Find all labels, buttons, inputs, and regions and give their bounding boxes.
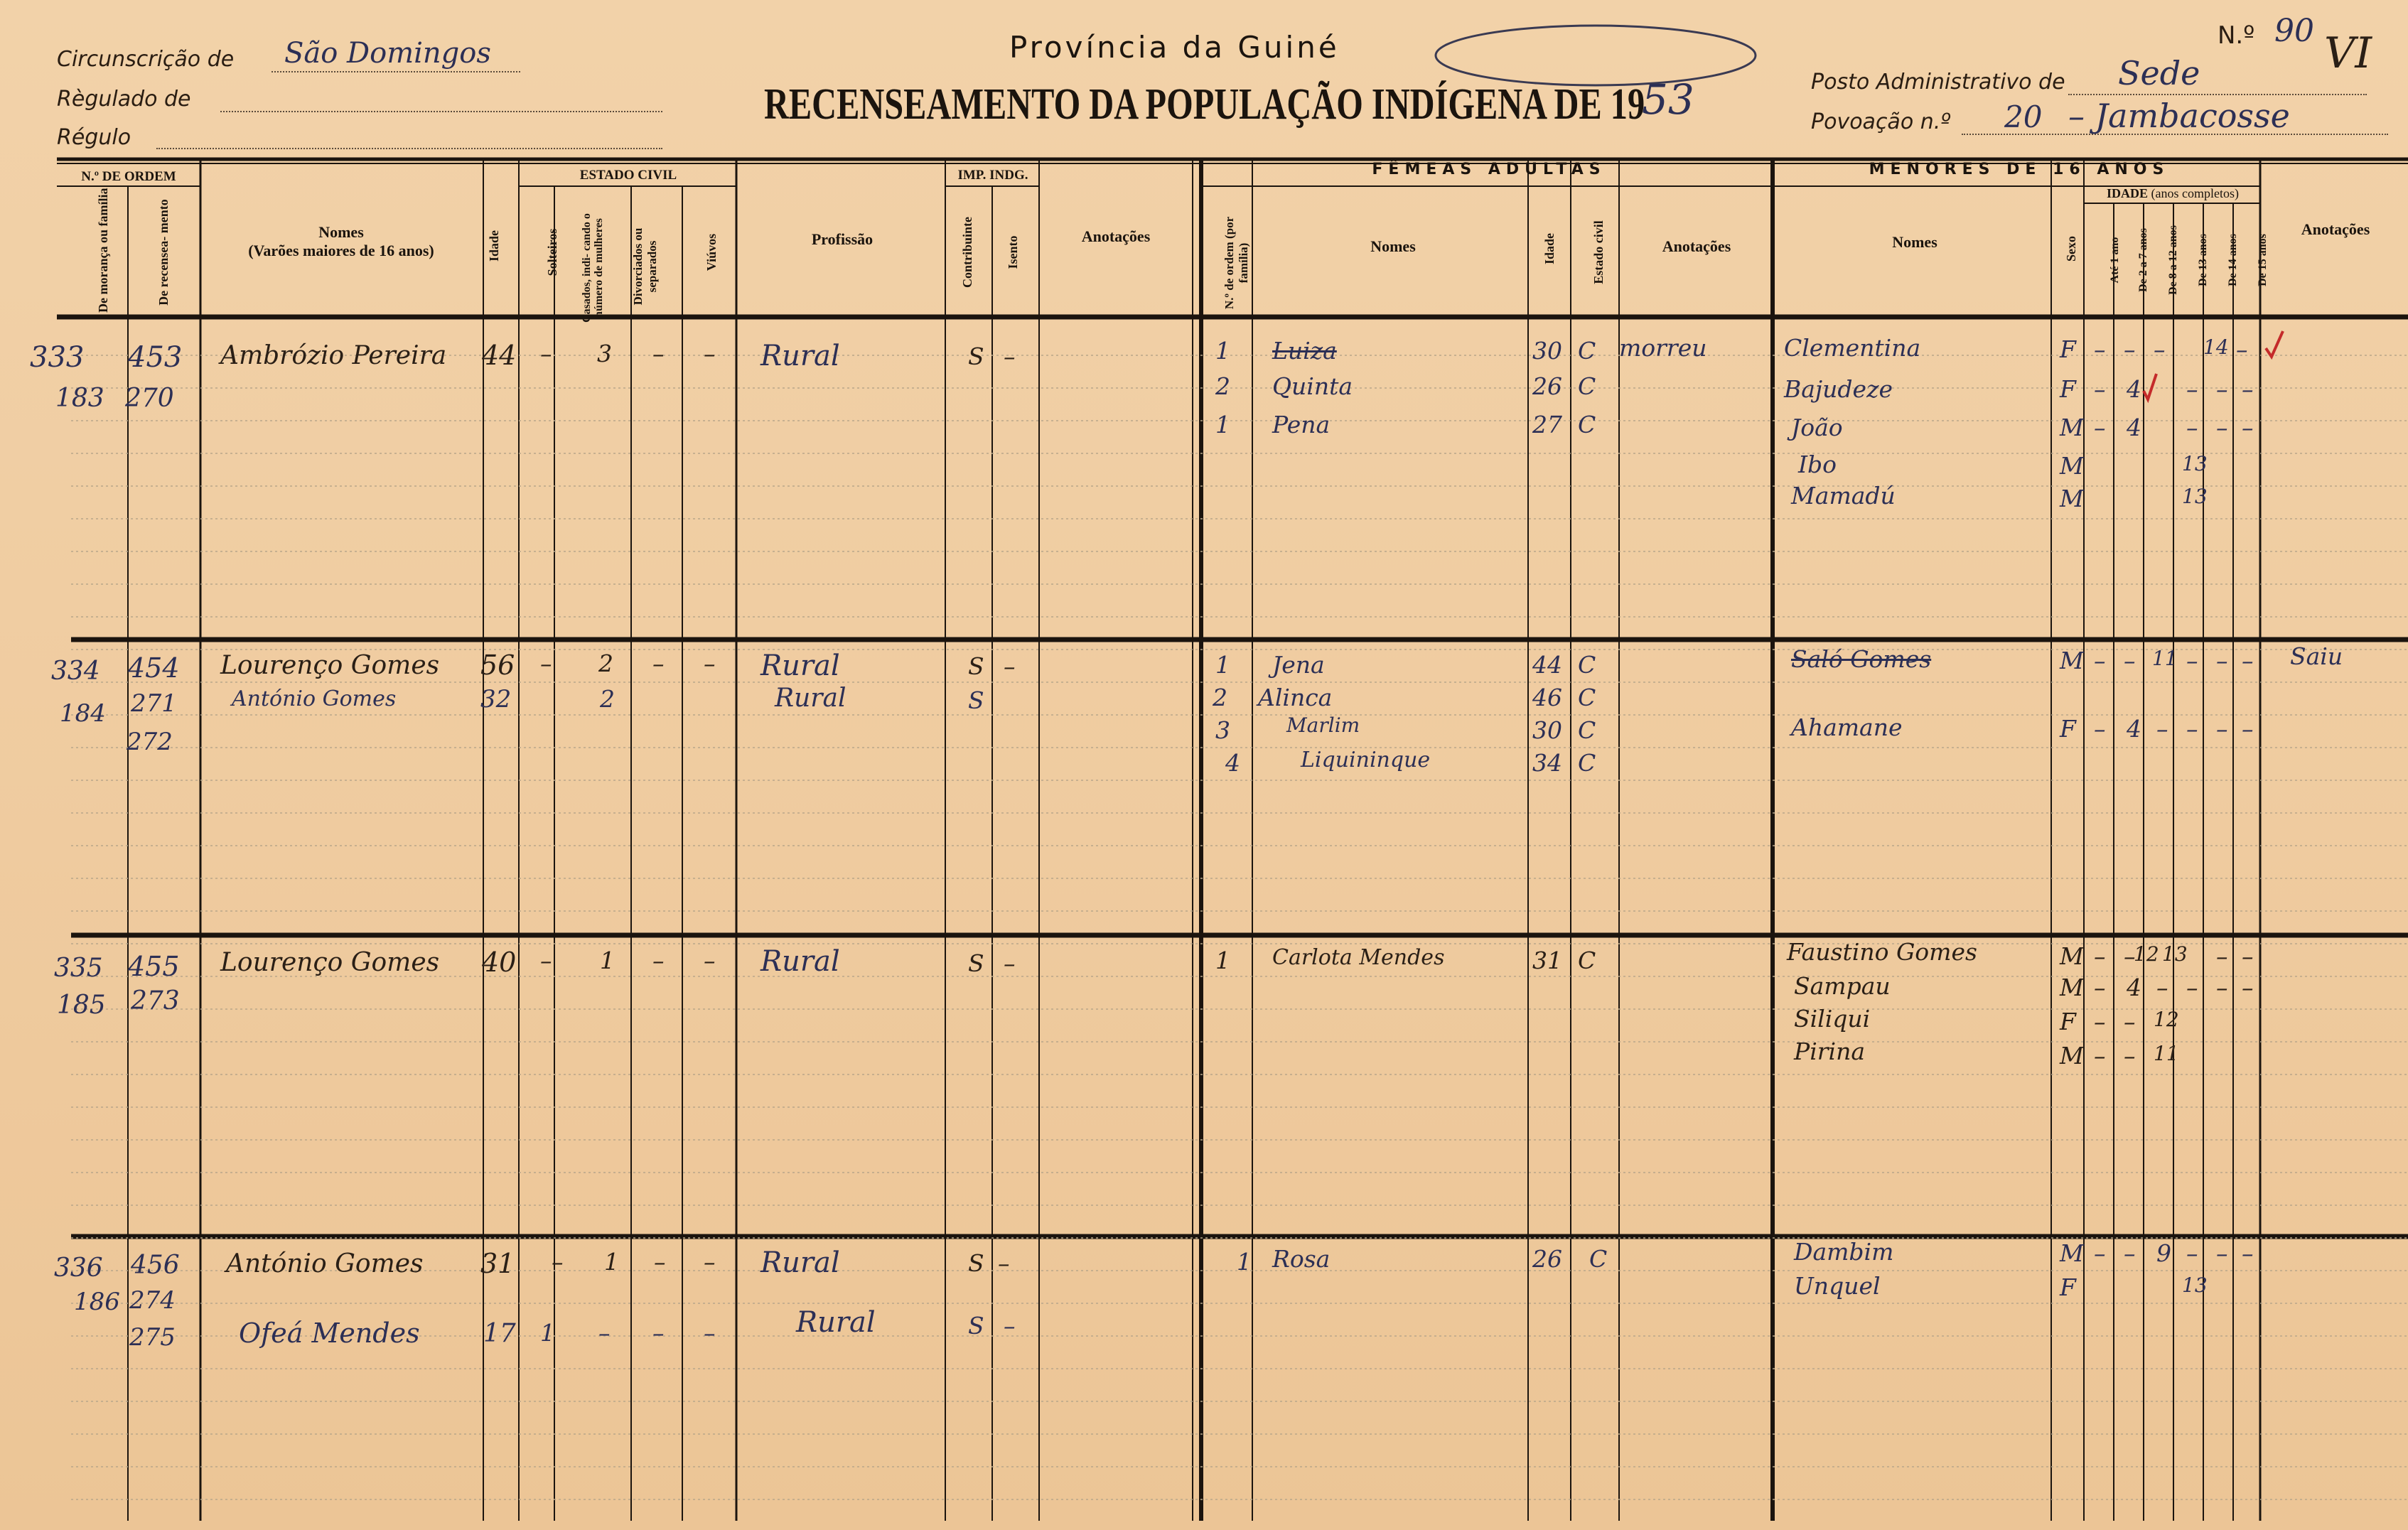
- posto-value: Sede: [2118, 54, 2200, 92]
- minor-15: –: [2242, 974, 2254, 1001]
- man-casados: 3: [597, 340, 612, 367]
- man-profissao: Rural: [760, 340, 840, 372]
- minor-name: Ibo: [1798, 451, 1837, 478]
- minor-15: –: [2242, 414, 2254, 441]
- numero-label: N.º: [2218, 21, 2255, 50]
- woman-ordem: 4: [1225, 749, 1240, 777]
- minor-13: –: [2186, 974, 2198, 1001]
- minor-13: 13: [2182, 452, 2208, 475]
- man-profissao: Rural: [775, 684, 846, 713]
- col-morança: De morança ou família: [96, 188, 110, 313]
- man-age: 56: [480, 650, 515, 681]
- morança-number: 183: [55, 384, 104, 413]
- woman-age: 30: [1532, 716, 1562, 744]
- minor-15: –: [2242, 715, 2254, 743]
- minor-2a7: 4: [2127, 375, 2141, 403]
- woman-ordem: 1: [1237, 1248, 1252, 1276]
- col-de8a12: De 8 a 12 anos: [2167, 225, 2179, 295]
- minor-sexo: F: [2060, 375, 2076, 403]
- minor-sexo: M: [2060, 1239, 2084, 1267]
- minor-ate1: –: [2094, 375, 2106, 403]
- minor-2a7: 4: [2127, 414, 2141, 441]
- woman-name: Rosa: [1272, 1245, 1331, 1273]
- man-name: Lourenço Gomes: [220, 651, 440, 680]
- minor-name: Dambim: [1794, 1238, 1894, 1266]
- minor-name: Pirina: [1794, 1038, 1866, 1065]
- col-group-imp: IMP. INDG.: [957, 168, 1028, 183]
- minor-13: –: [2186, 375, 2198, 403]
- minor-name: João: [1791, 414, 1843, 441]
- recenseamento-number: 456: [131, 1251, 180, 1280]
- minor-8a12: 11: [2152, 647, 2178, 670]
- minor-name: Sampau: [1794, 972, 1891, 1000]
- man-age: 44: [482, 340, 517, 371]
- minor-name: Bajudeze: [1784, 375, 1893, 403]
- minor-8a12: 9: [2156, 1239, 2171, 1267]
- minor-sexo: M: [2060, 647, 2084, 674]
- man-divorciados: –: [652, 1319, 665, 1347]
- woman-estado: C: [1578, 337, 1596, 365]
- posto-label: Posto Administrativo de: [1811, 70, 2065, 95]
- woman-age: 27: [1532, 411, 1562, 438]
- minor-14: –: [2216, 974, 2228, 1001]
- minor-sexo: F: [2060, 335, 2076, 363]
- morança-number: 185: [57, 991, 106, 1020]
- man-isento: –: [998, 1249, 1010, 1277]
- man-divorciados: –: [652, 650, 665, 677]
- minor-15: –: [2242, 1239, 2254, 1267]
- woman-name: Pena: [1272, 411, 1331, 438]
- minor-2a7: –: [2124, 942, 2136, 970]
- woman-estado: C: [1578, 716, 1596, 744]
- col-f-estado-civil: Estado civil: [1591, 220, 1606, 284]
- col-profissao: Profissão: [811, 230, 874, 248]
- woman-name: Marlim: [1286, 713, 1360, 737]
- circunscricao-label: Circunscrição de: [57, 47, 235, 72]
- minor-14: –: [2216, 375, 2228, 403]
- minor-13: –: [2186, 715, 2198, 743]
- minor-8a12: –: [2156, 974, 2168, 1001]
- minor-13: –: [2186, 1239, 2198, 1267]
- minor-sexo: M: [2060, 414, 2084, 441]
- minor-sexo: M: [2060, 452, 2084, 480]
- col-group-femeas: FÊMEAS ADULTAS: [1372, 161, 1606, 178]
- col-ordem-familia: N.º de ordem (por família): [1222, 216, 1250, 310]
- col-isento: Isento: [1006, 235, 1020, 269]
- recenseamento-number: 453: [128, 341, 183, 374]
- woman-name: Carlota Mendes: [1272, 945, 1445, 970]
- woman-ordem: 1: [1215, 337, 1230, 365]
- man-name: Ambrózio Pereira: [220, 341, 447, 370]
- col-group-idade-label: IDADE: [2107, 186, 2149, 200]
- man-contribuinte: S: [968, 686, 984, 714]
- minor-ate1: –: [2094, 1239, 2106, 1267]
- recenseamento-number: 274: [129, 1286, 176, 1315]
- minor-14: –: [2216, 715, 2228, 743]
- minor-sexo: F: [2060, 1273, 2076, 1301]
- col-divorciados: Divorciados ou separados: [631, 227, 659, 306]
- minor-8a12: 12: [2154, 1008, 2179, 1031]
- man-isento: –: [1004, 1312, 1016, 1340]
- minor-sexo: M: [2060, 485, 2084, 512]
- col-contribuinte: Contribuinte: [960, 217, 974, 289]
- minor-2a7: –: [2124, 1008, 2136, 1035]
- man-isento: –: [1004, 652, 1016, 680]
- woman-age: 26: [1532, 372, 1562, 400]
- man-profissao: Rural: [760, 650, 840, 682]
- woman-ordem: 2: [1213, 684, 1227, 711]
- man-age: 40: [482, 947, 517, 978]
- col-sexo: Sexo: [2064, 236, 2078, 262]
- man-divorciados: –: [652, 340, 665, 367]
- woman-age: 46: [1532, 684, 1562, 711]
- minor-15: –: [2242, 375, 2254, 403]
- woman-anotacao: morreu: [1619, 334, 1707, 362]
- minor-13: –: [2186, 414, 2198, 441]
- man-viuvos: –: [704, 650, 716, 677]
- minor-name: Mamadú: [1791, 482, 1896, 510]
- woman-ordem: 1: [1215, 651, 1230, 679]
- woman-age: 44: [1532, 651, 1562, 679]
- col-idade: Idade: [487, 230, 501, 262]
- minor-sexo: F: [2060, 715, 2076, 743]
- recenseamento-number: 273: [131, 986, 180, 1015]
- minor-ate1: –: [2094, 335, 2106, 363]
- woman-name: Jena: [1272, 651, 1325, 679]
- woman-age: 30: [1532, 337, 1562, 365]
- woman-estado: C: [1589, 1245, 1608, 1273]
- minor-ate1: –: [2094, 715, 2106, 743]
- woman-name: Quinta: [1272, 372, 1353, 400]
- col-de2a7: De 2 a 7 anos: [2137, 228, 2149, 292]
- morança-number: 184: [60, 699, 106, 728]
- woman-ordem: 3: [1215, 716, 1230, 744]
- woman-name: Liquininque: [1301, 748, 1431, 772]
- recenseamento-number: 271: [131, 689, 177, 718]
- man-contribuinte: S: [968, 343, 984, 370]
- woman-ordem: 1: [1215, 411, 1230, 438]
- minor-13: 13: [2182, 1273, 2208, 1297]
- col-group-idade: [2085, 186, 2260, 201]
- man-age: 17: [483, 1319, 516, 1348]
- man-divorciados: –: [654, 1248, 666, 1276]
- man-casados: –: [598, 1319, 611, 1347]
- woman-name: Luiza: [1272, 337, 1337, 365]
- man-casados: 1: [604, 1248, 619, 1276]
- col-f-idade: Idade: [1542, 233, 1557, 265]
- minor-13: 14: [2203, 335, 2229, 359]
- woman-estado: C: [1578, 749, 1596, 777]
- man-viuvos: –: [704, 340, 716, 367]
- col-nomes-varoes-1: Nomes: [318, 223, 364, 241]
- col-recenseamento: De recensea- mento: [156, 199, 171, 306]
- woman-estado: C: [1578, 684, 1596, 711]
- minor-name: Ahamane: [1791, 713, 1903, 741]
- minor-2a7: 4: [2127, 715, 2141, 743]
- col-casados: Casados, indi- cando o número de mulheres: [581, 213, 605, 323]
- recenseamento-number: 270: [125, 384, 174, 413]
- census-year-suffix: 53: [1642, 75, 1694, 124]
- minor-8a12: –: [2154, 335, 2166, 363]
- man-solteiros: –: [540, 947, 552, 974]
- minor-ate1: –: [2094, 647, 2106, 674]
- minor-sexo: M: [2060, 974, 2084, 1001]
- col-m-anotacoes: Anotações: [2301, 220, 2370, 238]
- recenseamento-number: 272: [127, 728, 173, 756]
- man-solteiros: –: [540, 650, 552, 677]
- minor-8a12: –: [2156, 715, 2168, 743]
- col-m-nomes: Nomes: [1892, 233, 1937, 251]
- minor-name: Faustino Gomes: [1787, 938, 1977, 966]
- numero-value: 90: [2274, 13, 2314, 49]
- minor-14: –: [2216, 414, 2228, 441]
- minor-8a12: 11: [2154, 1042, 2179, 1065]
- recenseamento-number: 454: [128, 652, 180, 684]
- man-casados: 1: [600, 947, 615, 974]
- minor-8a12: 12: [2134, 942, 2159, 966]
- woman-ordem: 2: [1215, 372, 1230, 400]
- man-contribuinte: S: [968, 949, 984, 977]
- minor-2a7: –: [2124, 335, 2136, 363]
- man-solteiros: 1: [540, 1319, 555, 1347]
- col-f-nomes: Nomes: [1370, 237, 1416, 255]
- minor-13: 13: [2182, 485, 2208, 508]
- man-contribuinte: S: [968, 1249, 984, 1277]
- povoacao-label: Povoação n.º: [1811, 109, 1951, 134]
- man-profissao: Rural: [796, 1306, 876, 1339]
- morança-number: 334: [51, 657, 100, 686]
- povoacao-number: 20: [2004, 99, 2043, 134]
- minor-14: –: [2216, 1239, 2228, 1267]
- morança-number: 186: [74, 1288, 120, 1316]
- woman-estado: C: [1578, 372, 1596, 400]
- man-divorciados: –: [652, 947, 665, 974]
- man-viuvos: –: [704, 947, 716, 974]
- col-nomes-varoes-2: (Varões maiores de 16 anos): [248, 242, 434, 259]
- woman-age: 34: [1532, 749, 1562, 777]
- man-name: António Gomes: [232, 686, 397, 711]
- col-ate1: Até 1 ano: [2109, 237, 2121, 284]
- col-group-menores: MENORES DE 16 ANOS: [1869, 161, 2170, 178]
- man-viuvos: –: [704, 1319, 716, 1347]
- minor-15: –: [2242, 647, 2254, 674]
- man-casados: 2: [598, 650, 613, 677]
- minor-name: Saló Gomes: [1791, 645, 1932, 673]
- minor-ate1: –: [2094, 414, 2106, 441]
- man-profissao: Rural: [760, 945, 840, 978]
- woman-estado: C: [1578, 947, 1596, 974]
- minor-2a7: –: [2124, 1239, 2136, 1267]
- recenseamento-number: 455: [128, 951, 180, 982]
- man-casados: 2: [600, 685, 615, 713]
- minor-15: –: [2236, 335, 2248, 363]
- col-de15: De 15 anos: [2257, 234, 2269, 286]
- minor-name: Siliqui: [1794, 1005, 1871, 1033]
- man-name: Ofeá Mendes: [239, 1318, 420, 1349]
- minor-sexo: M: [2060, 942, 2084, 970]
- minor-name: Unquel: [1794, 1272, 1881, 1300]
- minor-13: –: [2186, 647, 2198, 674]
- minor-2a7: –: [2124, 1042, 2136, 1070]
- minor-sexo: F: [2060, 1008, 2076, 1035]
- minor-ate1: –: [2094, 1008, 2106, 1035]
- minor-2a7: –: [2124, 647, 2136, 674]
- minor-13: 13: [2162, 942, 2188, 966]
- man-name: Lourenço Gomes: [220, 948, 440, 977]
- man-age: 32: [480, 685, 512, 713]
- povoacao-name: – Jambacosse: [2068, 97, 2290, 135]
- col-anotacoes: Anotações: [1081, 227, 1151, 245]
- circunscricao-value: São Domingos: [284, 37, 491, 70]
- man-isento: –: [1004, 343, 1016, 370]
- minor-ate1: –: [2094, 942, 2106, 970]
- col-f-anotacoes: Anotações: [1662, 237, 1731, 255]
- minor-anotacao: Saiu: [2290, 642, 2343, 670]
- recenseamento-number: 275: [129, 1323, 176, 1352]
- morança-number: 336: [54, 1254, 103, 1283]
- woman-name: Alinca: [1258, 684, 1333, 711]
- col-solteiros: Solteiros: [545, 228, 559, 276]
- col-viuvos: Viúvos: [704, 233, 719, 271]
- minor-sexo: M: [2060, 1042, 2084, 1070]
- morança-number: 333: [30, 341, 85, 374]
- man-solteiros: –: [540, 340, 552, 367]
- man-contribuinte: S: [968, 652, 984, 680]
- minor-ate1: –: [2094, 1042, 2106, 1070]
- man-isento: –: [1004, 949, 1016, 977]
- man-name: António Gomes: [226, 1249, 424, 1278]
- red-check-mark: [2139, 370, 2161, 405]
- morança-number: 335: [54, 954, 103, 983]
- minor-ate1: –: [2094, 974, 2106, 1001]
- woman-estado: C: [1578, 411, 1596, 438]
- minor-2a7: 4: [2127, 974, 2141, 1001]
- man-viuvos: –: [704, 1248, 716, 1276]
- census-title: RECENSEAMENTO DA POPULAÇÃO INDÍGENA DE 19: [764, 80, 1645, 129]
- woman-age: 31: [1532, 947, 1562, 974]
- numero-extra: VI: [2324, 28, 2372, 78]
- man-age: 31: [480, 1248, 515, 1279]
- minor-14: –: [2216, 942, 2228, 970]
- col-group-idade-note: (anos completos): [2151, 186, 2239, 200]
- woman-age: 26: [1532, 1245, 1562, 1273]
- regulado-label: Règulado de: [57, 87, 191, 112]
- red-check-mark: [2260, 327, 2289, 362]
- regulo-label: Régulo: [57, 125, 131, 150]
- man-solteiros: –: [552, 1248, 564, 1276]
- col-group-ordem: N.º DE ORDEM: [81, 169, 176, 184]
- col-de13: De 13 anos: [2197, 234, 2209, 286]
- man-profissao: Rural: [760, 1246, 840, 1279]
- provincia-heading: Província da Guiné: [1009, 30, 1340, 65]
- man-contribuinte: S: [968, 1312, 984, 1340]
- minor-15: –: [2242, 942, 2254, 970]
- woman-ordem: 1: [1215, 947, 1230, 974]
- col-group-estado-civil: ESTADO CIVIL: [579, 168, 677, 183]
- col-de14: De 14 anos: [2227, 234, 2239, 286]
- minor-name: Clementina: [1784, 334, 1921, 362]
- minor-14: –: [2216, 647, 2228, 674]
- woman-estado: C: [1578, 651, 1596, 679]
